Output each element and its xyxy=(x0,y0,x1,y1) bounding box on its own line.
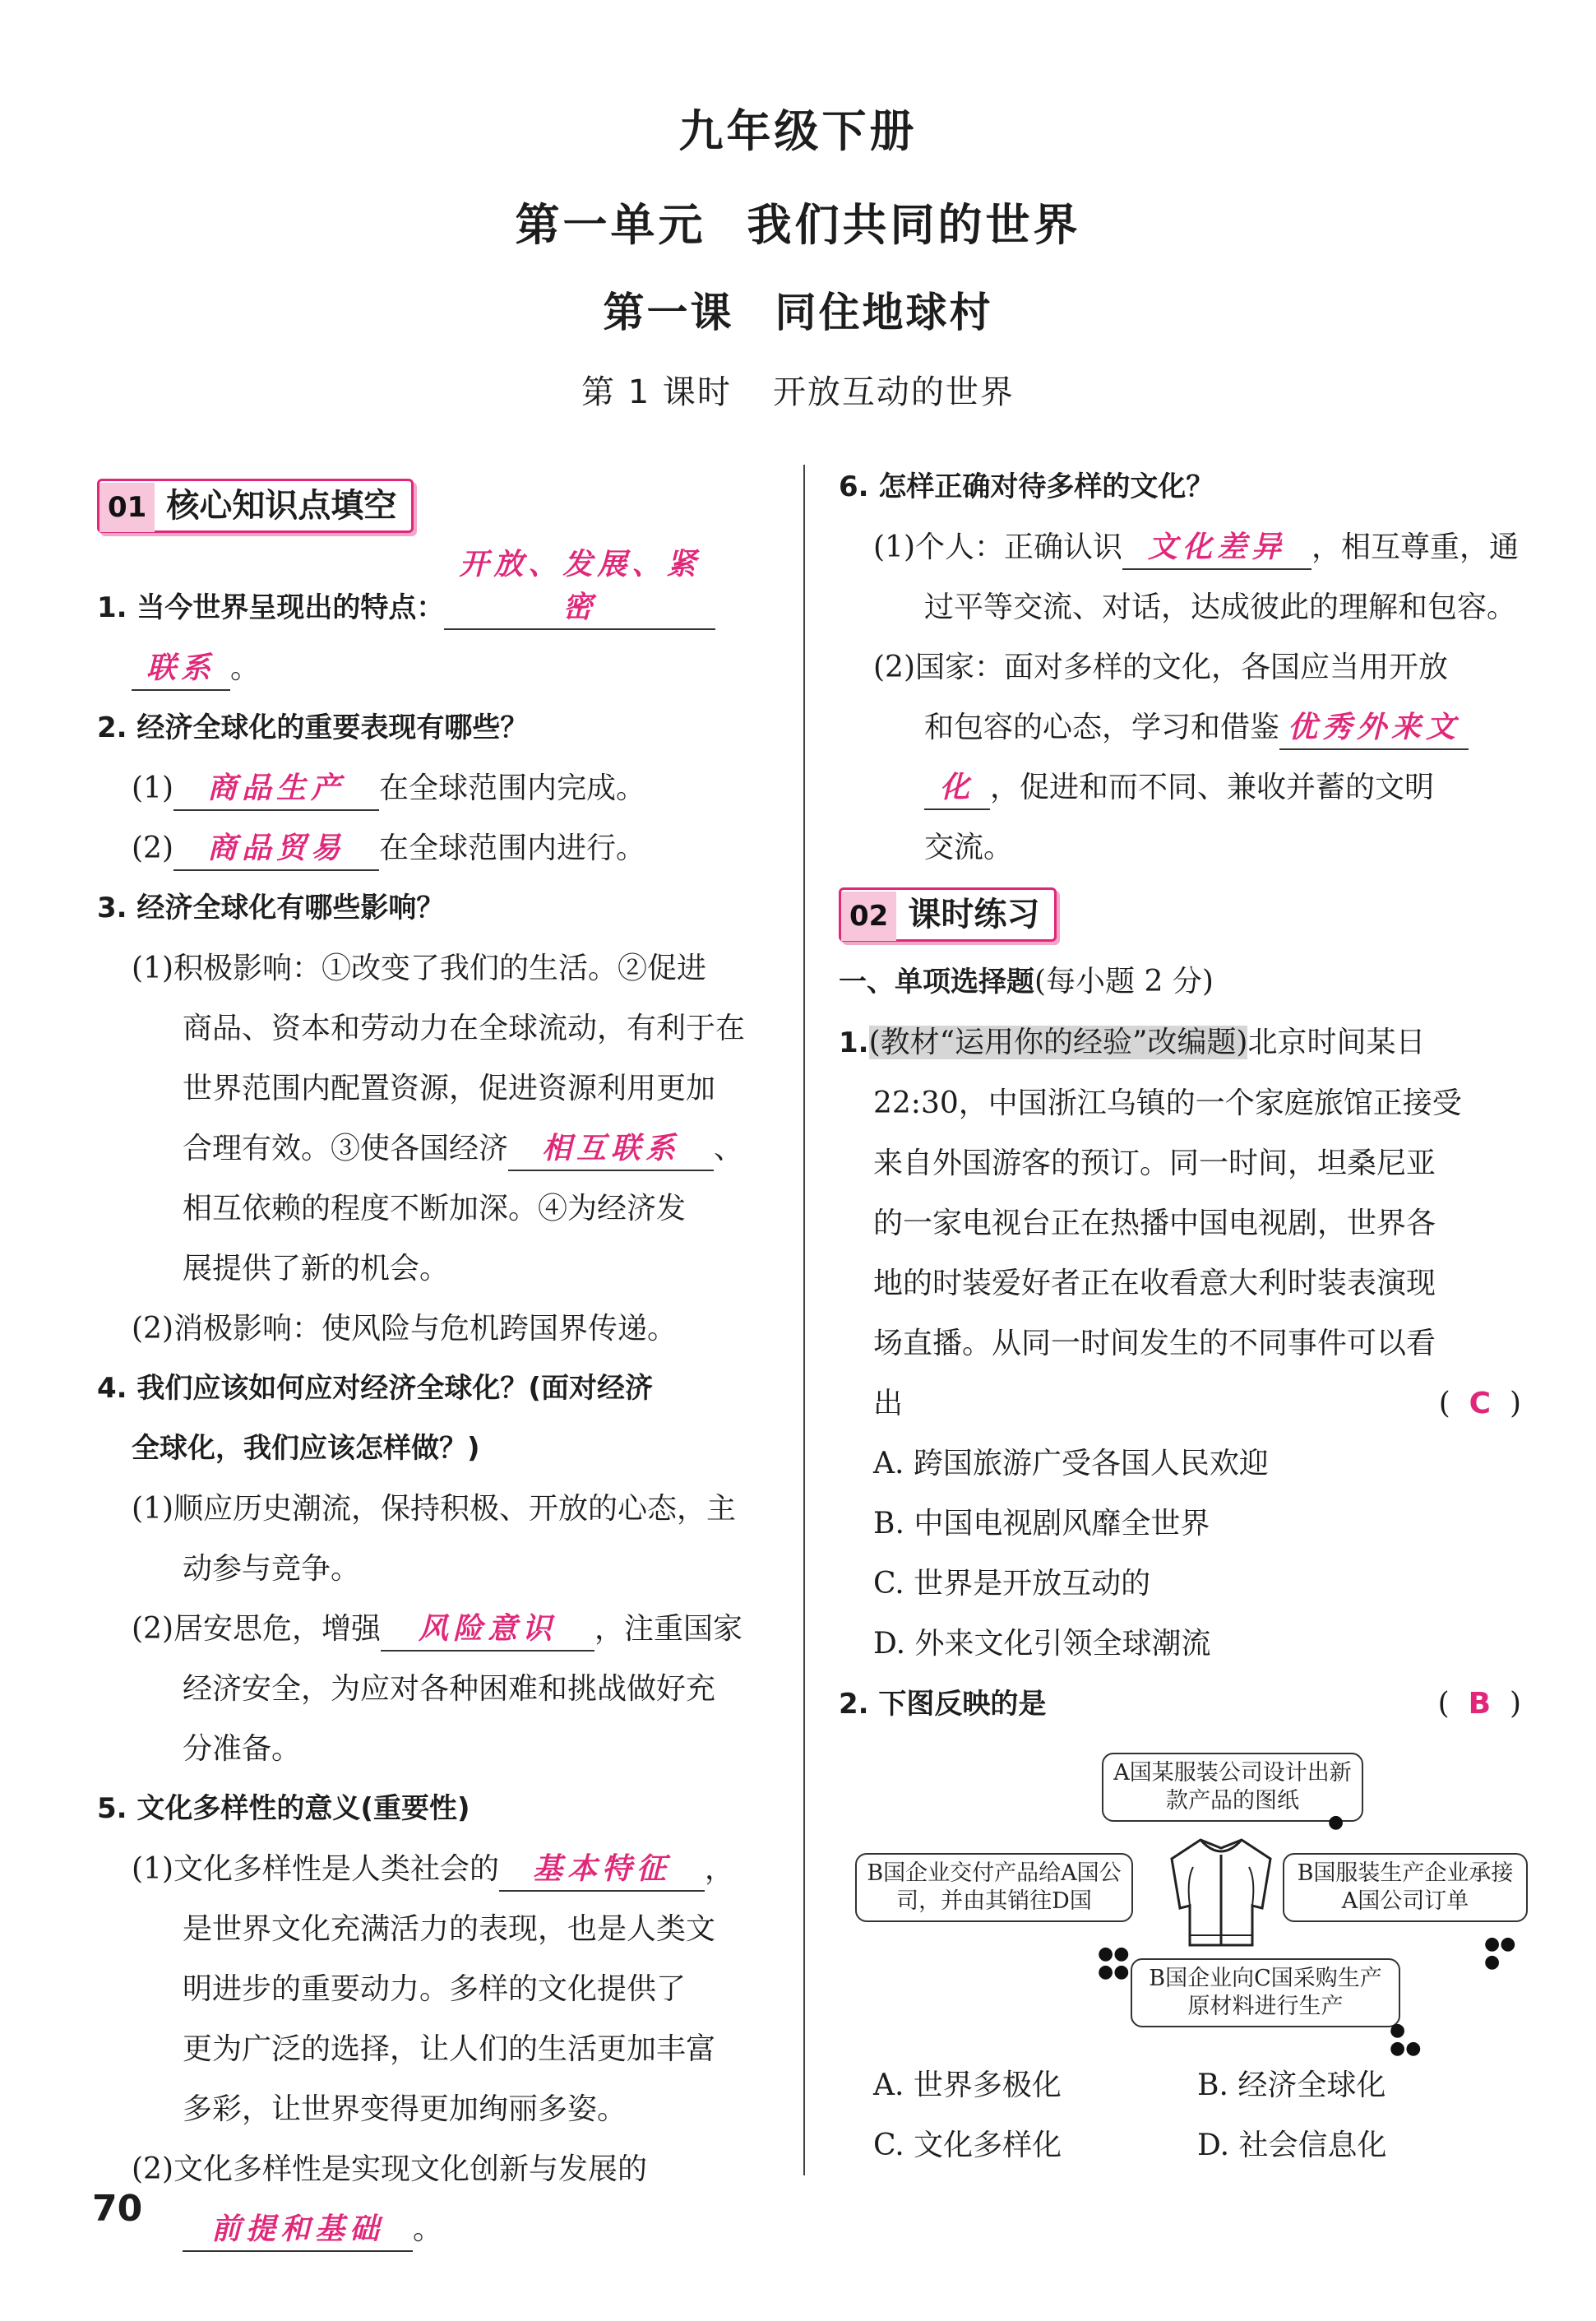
diagram-box-order: B国服装生产企业承接A国公司订单 xyxy=(1283,1853,1528,1922)
answer-blank: 相互联系 xyxy=(508,1127,714,1171)
jacket-icon xyxy=(1163,1830,1279,1953)
answer-blank: 联系 xyxy=(132,646,230,691)
answer-blank: 化 xyxy=(924,766,990,810)
diagram-box-design: A国某服装公司设计出新款产品的图纸 xyxy=(1102,1753,1363,1822)
option-a: A. 世界多极化 xyxy=(873,2069,1062,2102)
question-2: 2. 经济全球化的重要表现有哪些？ (1) 商品生产 在全球范围内完成。 (2) 商品贸易 在全球范围内进行。 xyxy=(97,698,779,878)
options-row-2 xyxy=(839,2115,1521,2175)
answer-blank: 商品生产 xyxy=(173,767,379,811)
answer-blank: 前提和基础 xyxy=(183,2207,413,2252)
mc-question-1: 1.(教材“运用你的经验”改编题)北京时间某日 22:30，中国浙江乌镇的一个家庭旅馆正接受 来自外国游客的预订。同一时间，坦桑尼亚 的一家电视台正在热播中国电视剧，世界各 地的时装爱好者正在收看意大利时装表演现 场直播。从同一时间发生的不同事件可以看 出 ( C ) A. 跨国旅游广受各国人民欢迎 B. 中国电视剧风靡全世界 C. 世界是开放互动的 D. 外来文化引领全球潮流 xyxy=(839,1012,1521,1674)
title-block xyxy=(0,99,1596,421)
grade-title: 九年级下册 xyxy=(678,105,918,157)
arrow-dots: ●● ●● xyxy=(1098,1943,1130,1982)
option-c: C. 文化多样化 xyxy=(873,2129,1062,2162)
period-title: 第 1 课时 开放互动的世界 xyxy=(581,373,1015,411)
option-a: A. 跨国旅游广受各国人民欢迎 xyxy=(873,1447,1269,1480)
diagram-box-materials: B国企业向C国采购生产原材料进行生产 xyxy=(1131,1958,1400,2027)
answer-paren: ( C ) xyxy=(1438,1387,1521,1420)
left-column xyxy=(97,469,779,2259)
option-d: D. 社会信息化 xyxy=(1197,2129,1387,2162)
answer-blank: 文化差异 xyxy=(1122,526,1311,570)
section-badge: 01 核心知识点填空 xyxy=(97,479,414,533)
diagram-box-deliver: B国企业交付产品给A国公司，并由其销往D国 xyxy=(855,1853,1133,1922)
answer-paren: ( B ) xyxy=(1437,1687,1521,1721)
question-5: 5. 文化多样性的意义(重要性) (1)文化多样性是人类社会的 基本特征 ， 是世界文化充满活力的表现，也是人类文 明进步的重要动力。多样的文化提供了 更为广泛的选择，让人们的生活更加丰富 多彩，让世界变得更加绚丽多姿。 (2)文化多样性是实现文化创新与发展的 前提和基础 。 xyxy=(97,1779,779,2259)
option-b: B. 经济全球化 xyxy=(1197,2069,1386,2102)
section-header-practice xyxy=(839,883,1521,945)
right-column xyxy=(839,457,1521,2175)
arrow-dots: ● xyxy=(1328,1812,1344,1832)
lesson-title: 第一课 同住地球村 xyxy=(603,288,993,336)
mc-question-2: 2. 下图反映的是 ( B ) A国某服装公司设计出新款产品的图纸 B国企业交付产品给A国公司，并由其销往D国 B国服装生产企业承接A国公司订单 B国企业向C国采购生产原材料进行生产 ● ●● ● ● ●● ●● ●● A. 世界多极化 B. 经济全球化 C. 文化多样化 D. 社会信息化 xyxy=(839,1674,1521,2175)
unit-title: 第一单元 我们共同的世界 xyxy=(515,199,1081,251)
question-1: 1. 当今世界呈现出的特点：开放、发展、紧密 联系 。 xyxy=(97,543,779,698)
answer-letter: B xyxy=(1468,1687,1492,1721)
answer-blank: 开放、发展、紧密 xyxy=(444,543,715,630)
option-c: C. 世界是开放互动的 xyxy=(873,1567,1151,1601)
section-header-knowledge xyxy=(97,474,779,536)
trade-cycle-diagram xyxy=(839,1738,1521,2059)
question-6: 6. 怎样正确对待多样的文化？ (1)个人：正确认识 文化差异 ，相互尊重，通 过平等交流、对话，达成彼此的理解和包容。 (2)国家：面对多样的文化，各国应当用开放 和包容的心态，学习和借鉴 优秀外来文 化 ，促进和而不同、兼收并蓄的文明 交流。 xyxy=(839,470,1520,864)
source-tag: (教材“运用你的经验”改编题) xyxy=(868,1026,1248,1059)
question-4: 4. 我们应该如何应对经济全球化？(面对经济 全球化，我们应该怎样做？) (1)顺应历史潮流，保持积极、开放的心态，主 动参与竞争。 (2)居安思危，增强 风险意识 ，注重国家 经济安全，为应对各种困难和挑战做好充 分准备。 xyxy=(97,1372,743,1766)
section-badge: 02 课时练习 xyxy=(839,887,1057,942)
option-b: B. 中国电视剧风靡全世界 xyxy=(873,1507,1210,1540)
answer-blank: 风险意识 xyxy=(381,1607,594,1652)
part-heading: 一、单项选择题(每小题 2 分) xyxy=(839,965,1214,998)
question-3: 3. 经济全球化有哪些影响？ (1)积极影响：①改变了我们的生活。②促进 商品、资本和劳动力在全球流动，有利于在 世界范围内配置资源，促进资源利用更加 合理有效。③使各国经济 相互联系 、 相互依赖的程度不断加深。④为经济发 展提供了新的机会。 (2)消极影响：使风险与危机跨国界传递。 xyxy=(97,892,746,1346)
answer-blank: 优秀外来文 xyxy=(1279,706,1469,750)
arrow-dots: ● ●● xyxy=(1390,2020,1422,2059)
option-d: D. 外来文化引领全球潮流 xyxy=(873,1627,1211,1661)
arrow-dots: ●● ● xyxy=(1484,1934,1516,1972)
answer-blank: 基本特征 xyxy=(499,1847,705,1892)
page-number: 70 xyxy=(92,2188,143,2230)
answer-letter: C xyxy=(1469,1387,1492,1420)
answer-blank: 商品贸易 xyxy=(173,827,379,871)
column-divider xyxy=(803,465,805,2175)
options-row-1 xyxy=(839,2055,1521,2115)
